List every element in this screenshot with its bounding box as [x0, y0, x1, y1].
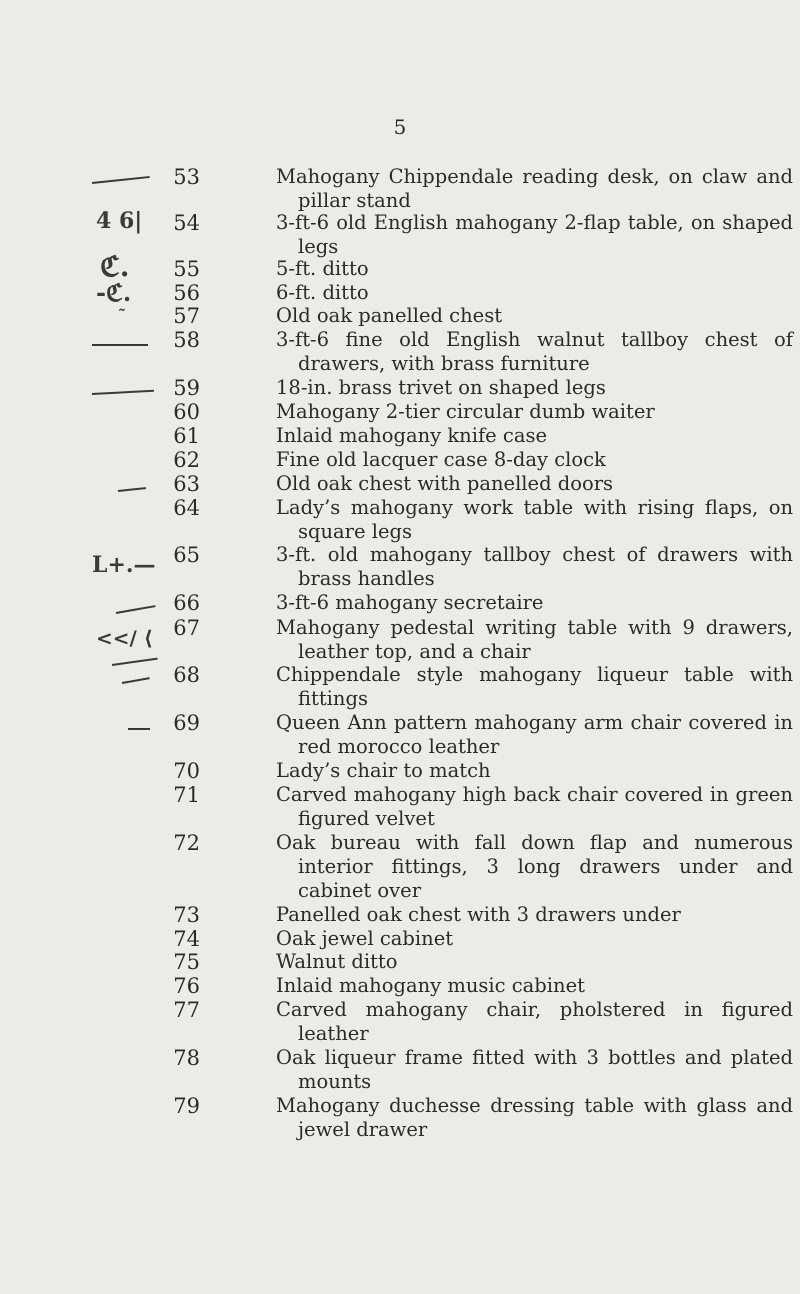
lot-description: Oak jewel cabinet	[276, 927, 454, 950]
lot-description: Mahogany Chippendale reading desk, on claw and pillar stand	[276, 165, 793, 212]
lot-number: 79	[173, 1094, 200, 1118]
lot-number: 72	[173, 831, 200, 855]
lot-description: Fine old lacquer case 8-day clock	[276, 448, 606, 471]
lot-number: 66	[173, 591, 200, 615]
lot-description: Old oak panelled chest	[276, 304, 503, 327]
lot-number: 76	[173, 974, 200, 998]
lot-description: Oak liqueur frame fitted with 3 bottles and plated mounts	[276, 1046, 793, 1093]
lot-description: Chippendale style mahogany liqueur table with fittings	[276, 663, 793, 710]
lot-description: 18-in. brass trivet on shaped legs	[276, 376, 606, 399]
pencil-scribble: ℭ.	[100, 250, 130, 283]
pencil-dash	[92, 344, 148, 346]
lot-number: 61	[173, 424, 200, 448]
lot-description: Panelled oak chest with 3 drawers under	[276, 903, 681, 926]
lot-number: 68	[173, 663, 200, 687]
lot-number: 56	[173, 281, 200, 305]
lot-number: 69	[173, 711, 200, 735]
lot-description: Old oak chest with panelled doors	[276, 472, 614, 495]
lot-description: 3-ft-6 fine old English walnut tallboy chest of drawers, with brass furniture	[276, 328, 793, 375]
lot-description: Queen Ann pattern mahogany arm chair covered in red morocco leather	[276, 711, 793, 758]
lot-number: 53	[173, 165, 200, 189]
pencil-dash	[92, 390, 154, 395]
lot-number: 58	[173, 328, 200, 352]
lot-number: 75	[173, 950, 200, 974]
lot-number: 54	[173, 211, 200, 235]
pencil-scribble: -ℭ.	[96, 278, 132, 307]
lot-number: 74	[173, 927, 200, 951]
lot-number: 63	[173, 472, 200, 496]
lot-description: Carved mahogany high back chair covered in green figured velvet	[276, 783, 793, 830]
lot-number: 67	[173, 616, 200, 640]
lot-description: Mahogany 2-tier circular dumb waiter	[276, 400, 655, 423]
pencil-scribble: 4 6|	[96, 208, 143, 234]
pencil-scribble: L+.—	[92, 552, 156, 578]
lot-number: 55	[173, 257, 200, 281]
lot-number: 73	[173, 903, 200, 927]
lot-number: 64	[173, 496, 200, 520]
lot-description: Mahogany pedestal writing table with 9 drawers, leather top, and a chair	[276, 616, 793, 663]
pencil-dash	[92, 176, 150, 184]
lot-number: 57	[173, 304, 200, 328]
lot-description: 3-ft-6 mahogany secretaire	[276, 591, 544, 614]
lot-description: Inlaid mahogany music cabinet	[276, 974, 585, 997]
pencil-scribble: <</ ⟨	[96, 626, 153, 650]
pencil-dash	[118, 487, 146, 492]
lot-number: 59	[173, 376, 200, 400]
lot-description: Carved mahogany chair, pholstered in figured leather	[276, 998, 793, 1045]
pencil-dash	[128, 728, 150, 730]
lot-number: 78	[173, 1046, 200, 1070]
page-number: 5	[393, 115, 407, 139]
pencil-dash	[122, 677, 150, 684]
lot-description: 3-ft. old mahogany tallboy chest of drawers with brass handles	[276, 543, 793, 590]
pencil-scribble: ˜	[118, 306, 126, 325]
lot-description: Lady’s mahogany work table with rising flaps, on square legs	[276, 496, 793, 543]
lot-number: 62	[173, 448, 200, 472]
lot-number: 65	[173, 543, 200, 567]
lot-description: Mahogany duchesse dressing table with glass and jewel drawer	[276, 1094, 793, 1141]
lot-description: 3-ft-6 old English mahogany 2-flap table, on shaped legs	[276, 211, 793, 258]
lot-description: Walnut ditto	[276, 950, 398, 973]
lot-description: Inlaid mahogany knife case	[276, 424, 548, 447]
lot-description: 6-ft. ditto	[276, 281, 369, 304]
lot-number: 71	[173, 783, 200, 807]
lot-description: Lady’s chair to match	[276, 759, 491, 782]
lot-description: Oak bureau with fall down flap and numerous interior fittings, 3 long drawers under and cabinet over	[276, 831, 793, 902]
lot-number: 70	[173, 759, 200, 783]
lot-number: 77	[173, 998, 200, 1022]
lot-description: 5-ft. ditto	[276, 257, 369, 280]
lot-number: 60	[173, 400, 200, 424]
